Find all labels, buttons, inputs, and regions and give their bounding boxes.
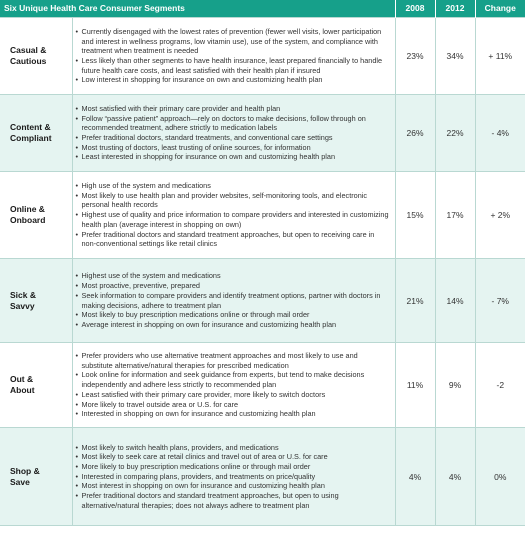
characteristic-item: • More likely to buy prescription medications online or through mail order — [75, 462, 391, 472]
segment-name-line: Compliant — [10, 133, 52, 143]
segment-name-line: About — [10, 385, 35, 395]
characteristics-list — [75, 443, 391, 511]
segment-name-line: Save — [10, 476, 30, 487]
characteristic-item: • Most interest in shopping on own for insurance and customizing health plan — [75, 481, 391, 491]
segment-name — [0, 259, 72, 343]
segment-row — [0, 259, 525, 343]
value-2012: 34% — [435, 18, 475, 95]
value-change: - 4% — [475, 95, 525, 172]
segment-name — [0, 172, 72, 259]
segment-name — [0, 18, 72, 95]
value-2008: 26% — [395, 95, 435, 172]
segment-row — [0, 18, 525, 95]
segment-name-line: Savvy — [10, 300, 35, 311]
characteristic-item: • Most trusting of doctors, least trusting of online sources, for information — [75, 143, 391, 153]
characteristic-item: • Prefer traditional doctors, standard treatments, and conventional care settings — [75, 133, 391, 143]
segment-name-line: Onboard — [10, 215, 46, 225]
characteristic-item: • Look online for information and seek guidance from experts, but tend to make decisions independently and adhere less strictly to recommended plan — [75, 370, 391, 389]
value-2008: 11% — [395, 343, 435, 428]
value-change: - 7% — [475, 259, 525, 343]
segment-characteristics — [72, 95, 395, 172]
characteristic-item: • Most likely to switch health plans, providers, and medications — [75, 443, 391, 453]
header-segments: Six Unique Health Care Consumer Segments — [0, 0, 395, 18]
header-row — [0, 0, 525, 18]
characteristic-item: • Prefer providers who use alternative treatment approaches and most likely to use and substitute alternative/natural therapies for prescribed medication — [75, 351, 391, 370]
value-2008: 15% — [395, 172, 435, 259]
characteristic-item: • Least interested in shopping for insurance on own and customizing health plan — [75, 152, 391, 162]
value-2012: 17% — [435, 172, 475, 259]
segment-name-line: Out & — [10, 374, 34, 384]
segment-row — [0, 95, 525, 172]
value-2012: 14% — [435, 259, 475, 343]
characteristic-item: • Least satisfied with their primary care provider, more likely to switch doctors — [75, 390, 391, 400]
characteristic-item: • Most likely to use health plan and provider websites, self-monitoring tools, and electronic personal health records — [75, 191, 391, 210]
segment-name-line: Online & — [10, 204, 45, 214]
characteristic-item: • Follow “passive patient” approach—rely on doctors to make decisions, follow through on recommended treatment, adhere strictly to medication labels — [75, 114, 391, 133]
value-change: 0% — [475, 428, 525, 526]
characteristics-list — [75, 104, 391, 162]
segment-characteristics — [72, 18, 395, 95]
characteristic-item: • Interested in comparing plans, providers, and treatments on price/quality — [75, 472, 391, 482]
header-2008: 2008 — [395, 0, 435, 18]
characteristic-item: • Most proactive, preventive, prepared — [75, 281, 391, 291]
segment-name-line: Casual & — [10, 45, 47, 55]
characteristic-item: • Average interest in shopping on own for insurance and customizing health plan — [75, 320, 391, 330]
value-change: + 2% — [475, 172, 525, 259]
characteristic-item: • Low interest in shopping for insurance on own and customizing health plan — [75, 75, 391, 85]
segment-name — [0, 428, 72, 526]
segment-row — [0, 343, 525, 428]
characteristic-item: • Interested in shopping on own for insurance and customizing health plan — [75, 409, 391, 419]
value-change: -2 — [475, 343, 525, 428]
segment-name — [0, 343, 72, 428]
value-2012: 22% — [435, 95, 475, 172]
segment-name — [0, 95, 72, 172]
segment-name-line: Cautious — [10, 56, 47, 66]
characteristics-list — [75, 181, 391, 249]
value-change: + 11% — [475, 18, 525, 95]
value-2012: 9% — [435, 343, 475, 428]
characteristic-item: • High use of the system and medications — [75, 181, 391, 191]
characteristic-item: • Most satisfied with their primary care provider and health plan — [75, 104, 391, 114]
characteristic-item: • Prefer traditional doctors and standard treatment approaches, but open to receiving care in non-conventional settings like retail clinics — [75, 230, 391, 249]
characteristic-item: • Prefer traditional doctors and standard treatment approaches, but open to using alternative/natural therapies; does not always adhere to treatment plan — [75, 491, 391, 510]
characteristic-item: • Most likely to seek care at retail clinics and travel out of area or U.S. for care — [75, 452, 391, 462]
characteristic-item: • Highest use of the system and medications — [75, 271, 391, 281]
characteristic-item: • Seek information to compare providers and identify treatment options, partner with doctors in making decisions, adhere to treatment plan — [75, 291, 391, 310]
value-2008: 4% — [395, 428, 435, 526]
segment-name-line: Sick & — [10, 289, 36, 300]
characteristics-list — [75, 271, 391, 329]
value-2008: 21% — [395, 259, 435, 343]
header-2012: 2012 — [435, 0, 475, 18]
segment-row — [0, 428, 525, 526]
segment-name-line: Shop & — [10, 465, 40, 476]
characteristic-item: • Currently disengaged with the lowest rates of prevention (fewer well visits, lower participation and interest in wellness programs, low vitamin use), use of the system, and compliance with treatment when treatment is needed — [75, 27, 391, 56]
value-2012: 4% — [435, 428, 475, 526]
segment-characteristics — [72, 343, 395, 428]
header-change: Change — [475, 0, 525, 18]
segment-characteristics — [72, 259, 395, 343]
characteristic-item: • Highest use of quality and price information to compare providers and interested in customizing health plan (average interest in shopping on own) — [75, 210, 391, 229]
segment-row — [0, 172, 525, 259]
characteristic-item: • More likely to travel outside area or U.S. for care — [75, 400, 391, 410]
value-2008: 23% — [395, 18, 435, 95]
characteristic-item: • Most likely to buy prescription medications online or through mail order — [75, 310, 391, 320]
segment-name-line: Content & — [10, 122, 51, 132]
characteristic-item: • Less likely than other segments to have health insurance, least prepared financially to handle future health care costs, and least satisfied with their health plan if insured — [75, 56, 391, 75]
characteristics-list — [75, 351, 391, 419]
segment-characteristics — [72, 172, 395, 259]
segment-characteristics — [72, 428, 395, 526]
characteristics-list — [75, 27, 391, 85]
